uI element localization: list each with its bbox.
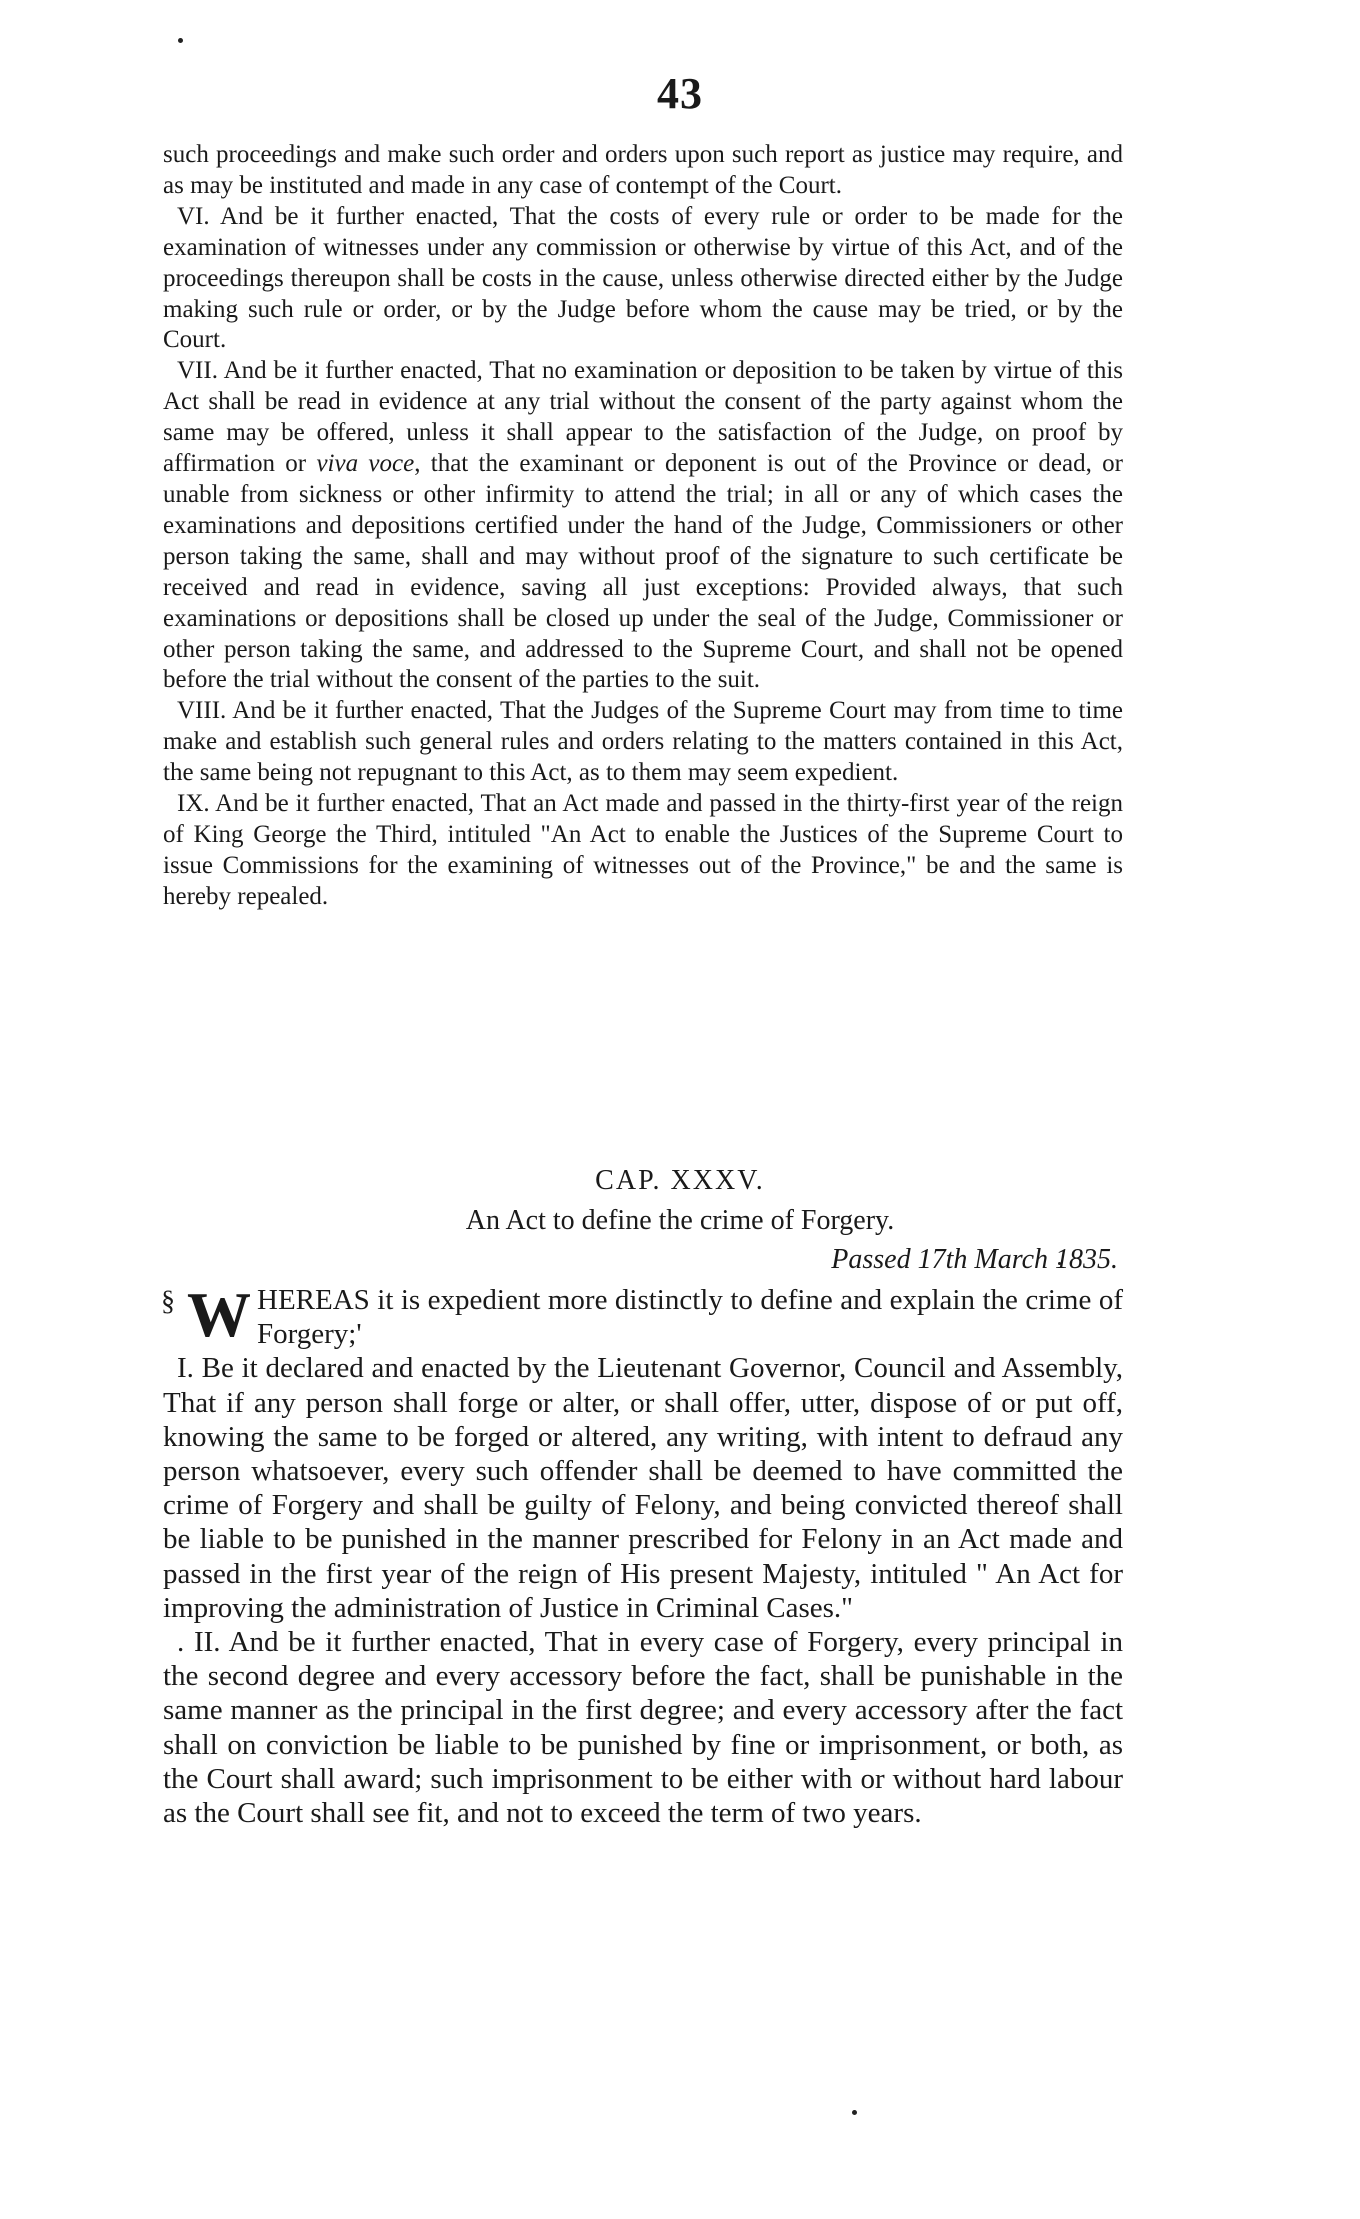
preamble-text: HEREAS it is expedient more distinctly to define and explain the crime of Forgery;' [257,1284,1123,1351]
section-viii: VIII. And be it further enacted, That the Judges of the Supreme Court may from time to time make and establish such general rules and orders relating to the matters contained in this Act, the same being not repugnant to this Act, as to them may seem expedient. [163,697,1123,787]
chapter-number: CAP. XXXV. [595,1165,765,1196]
drop-cap: W [187,1279,251,1350]
section-vii-text-b: , that the examinant or deponent is out of the Province or dead, or unable from sickness or other infirmity to attend the trial; in all or any of which cases the examinations and depositions certified under the hand of the Judge, Commissioners or other person taking the same, shall and may without proof of the signature to such certificate be received and read in evidence, saving all just exceptions: Provided always, that such examinations or depositions shall be closed up under the seal of the Judge, Commissioner or other person taking the same, and addressed to the Supreme Court, and shall not be opened before the trial without the consent of the parties to the suit. [163,450,1123,694]
section-vi: VI. And be it further enacted, That the costs of every rule or order to be made for the examination of witnesses under any commission or otherwise by virtue of this Act, and of the proceedings thereupon shall be costs in the cause, unless otherwise directed either by the Judge making such rule or order, or by the Judge before whom the cause may be tried, or by the Court. [163,202,1123,354]
section-vii-text-a: VII. And be it further enacted, That no examination or deposition to be taken by virtue of this Act shall be read in evidence at any trial without the consent of the party against whom the same may be offered, unless it shall appear to the satisfaction of the Judge, on proof by affirmation or [163,357,1123,478]
act-title: An Act to define the crime of Forgery. [465,1205,895,1236]
preamble [161,1279,1123,1351]
forgery-act-text [161,1279,1123,1830]
continuation-paragraph: such proceedings and make such order and orders upon such report as justice may require, and as may be instituted and made in any case of contempt of the Court. [163,141,1123,199]
previous-act-text [163,140,1123,913]
section-i: I. Be it declared and enacted by the Lieutenant Governor, Council and Assembly, That if any person shall forge or alter, or shall offer, utter, dispose of or put off, knowing the same to be forged or altered, any writing, with intent to defraud any person whatsoever, every such offender shall be deemed to have committed the crime of Forgery and shall be guilty of Felony, and being convicted thereof shall be liable to be punished in the manner prescribed for Felony in an Act made and passed in the first year of the reign of His present Majesty, intituled " An Act for improving the administration of Justice in Criminal Cases." [163,1352,1123,1624]
page-number: 43 [657,69,703,118]
section-vii-italic: viva voce [316,450,415,478]
passed-date: Passed 17th March 1835. [831,1244,1118,1275]
section-ix: IX. And be it further enacted, That an Act made and passed in the thirty-first year of the reign of King George the Third, intituled "An Act to enable the Justices of the Supreme Court to issue Commissions for the examining of witnesses out of the Province," be and the same is hereby repealed. [163,790,1123,910]
ink-speck [852,2110,857,2115]
section-mark: § [161,1286,175,1317]
section-vii [163,356,1123,696]
section-ii: . II. And be it further enacted, That in every case of Forgery, every principal in the second degree and every accessory before the fact, shall be punishable in the same manner as the principal in the first degree; and every accessory after the fact shall on conviction be liable to be punished by fine or imprisonment, or both, as the Court shall award; such imprisonment to be either with or without hard labour as the Court shall see fit, and not to exceed the term of two years. [163,1626,1123,1830]
ink-speck [178,38,183,43]
